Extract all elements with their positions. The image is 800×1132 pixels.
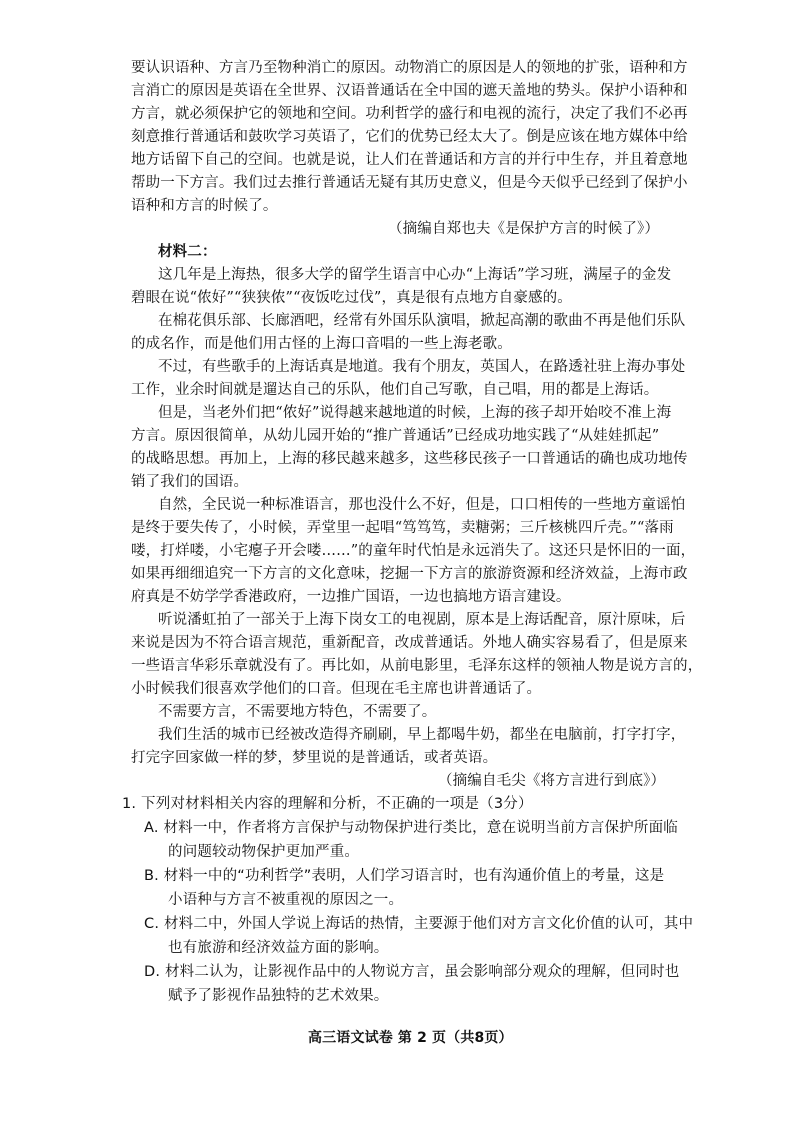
option-c-continued: 也有旅游和经济效益方面的影响。 [168,940,389,956]
passage-line: 的成名作，而是他们用古怪的上海口音唱的一些上海老歌。 [131,336,512,352]
passage-line: 喽，打烊喽，小宅瘪子开会喽……”的童年时代怕是永远消失了。这还只是怀旧的一面， [131,543,696,559]
option-a-continued: 的问题较动物保护更加严重。 [168,844,360,860]
passage-line: 自然，全民说一种标准语言，那也没什么不好，但是，口口相传的一些地方童谣怕 [158,497,686,513]
passage-line: 刻意推行普通话和鼓吹学习英语了，它们的优势已经太大了。倒是应该在地方媒体中给 [131,129,688,145]
question-stem: 1. 下列对材料相关内容的理解和分析，不正确的一项是（3分） [122,796,533,812]
passage-line: 在棉花俱乐部、长廊酒吧，经常有外国乐队演唱，掀起高潮的歌曲不再是他们乐队 [158,313,686,329]
material-two-source: （摘编自毛尖《将方言进行到底》） [438,773,666,789]
material-one-source: （摘编自郑也夫《是保护方言的时候了》） [388,221,660,237]
passage-line: 方言。原因很简单，从幼儿园开始的“推广普通话”已经成功地实践了“从娃娃抓起” [131,428,660,444]
passage-line: 这几年是上海热，很多大学的留学生语言中心办“上海话”学习班，满屋子的金发 [158,267,672,283]
passage-line: 的战略思想。再加上，上海的移民越来越多，这些移民孩子一口普通话的确也成功地传 [131,451,688,467]
option-d[interactable]: D. 材料二认为，让影视作品中的人物说方言，虽会影响部分观众的理解，但同时也 [144,964,680,980]
page-footer: 高三语文试卷 第 2 页（共8页） [308,1030,513,1046]
passage-line: 听说潘虹拍了一部关于上海下岗女工的电视剧，原本是上海话配音，原汁原味，后 [158,612,686,628]
passage-line: 语种和方言的时候了。 [131,198,278,214]
passage-line: 是终于要失传了，小时候，弄堂里一起唱“笃笃笃，卖糖粥；三斤核桃四斤壳。”“落雨 [131,520,674,536]
passage-line: 帮助一下方言。我们过去推行普通话无疑有其历史意义，但是今天似乎已经到了保护小 [131,175,688,191]
passage-line: 不需要方言，不需要地方特色，不需要了。 [158,704,437,720]
passage-line: 要认识语种、方言乃至物种消亡的原因。动物消亡的原因是人的领地的扩张，语种和方 [131,60,688,76]
passage-line: 但是，当老外们把“侬好”说得越来越地道的时候，上海的孩子却开始咬不准上海 [158,405,672,421]
passage-line: 打完字回家做一样的梦，梦里说的是普通话，或者英语。 [131,750,498,766]
passage-line: 方言，就必须保护它的领地和空间。功利哲学的盛行和电视的流行，决定了我们不必再 [131,106,688,122]
passage-line: 小时候我们很喜欢学他们的口音。但现在毛主席也讲普通话了。 [131,681,542,697]
option-b-continued: 小语种与方言不被重视的原因之一。 [168,892,404,908]
option-d-continued: 赋予了影视作品独特的艺术效果。 [168,988,389,1004]
passage-line: 来说是因为不符合语言规范，重新配音，改成普通话。外地人确实容易看了，但是原来 [131,635,688,651]
option-b[interactable]: B. 材料一中的“功利哲学”表明，人们学习语言时，也有沟通价值上的考量，这是 [144,868,665,884]
passage-line: 不过，有些歌手的上海话真是地道。我有个朋友，英国人，在路透社驻上海办事处 [158,359,686,375]
passage-line: 地方话留下自己的空间。也就是说，让人们在普通话和方言的并行中生存，并且着意地 [131,152,688,168]
passage-line: 一些语言华彩乐章就没有了。再比如，从前电影里，毛泽东这样的领袖人物是说方言的， [131,658,703,674]
passage-line: 我们生活的城市已经被改造得齐刷刷，早上都喝牛奶，都坐在电脑前，打字打字， [158,727,686,743]
passage-line: 如果再细细追究一下方言的文化意味，挖掘一下方言的旅游资源和经济效益，上海市政 [131,566,688,582]
material-two-heading: 材料二： [158,244,217,260]
passage-line: 碧眼在说“侬好”“狭狭侬”“夜饭吃过伐”，真是很有点地方自豪感的。 [131,290,572,306]
passage-line: 工作，业余时间就是遛达自己的乐队，他们自己写歌，自己唱，用的都是上海话。 [131,382,659,398]
passage-line: 府真是不妨学学香港政府，一边推广国语，一边也搞地方语言建设。 [131,589,571,605]
passage-line: 言消亡的原因是英语在全世界、汉语普通话在全中国的遮天盖地的势头。保护小语种和 [131,83,688,99]
passage-line: 销了我们的国语。 [131,474,249,490]
option-c[interactable]: C. 材料二中，外国人学说上海话的热情，主要源于他们对方言文化价值的认可，其中 [144,916,694,932]
option-a[interactable]: A. 材料一中，作者将方言保护与动物保护进行类比，意在说明当前方言保护所面临 [144,820,678,836]
